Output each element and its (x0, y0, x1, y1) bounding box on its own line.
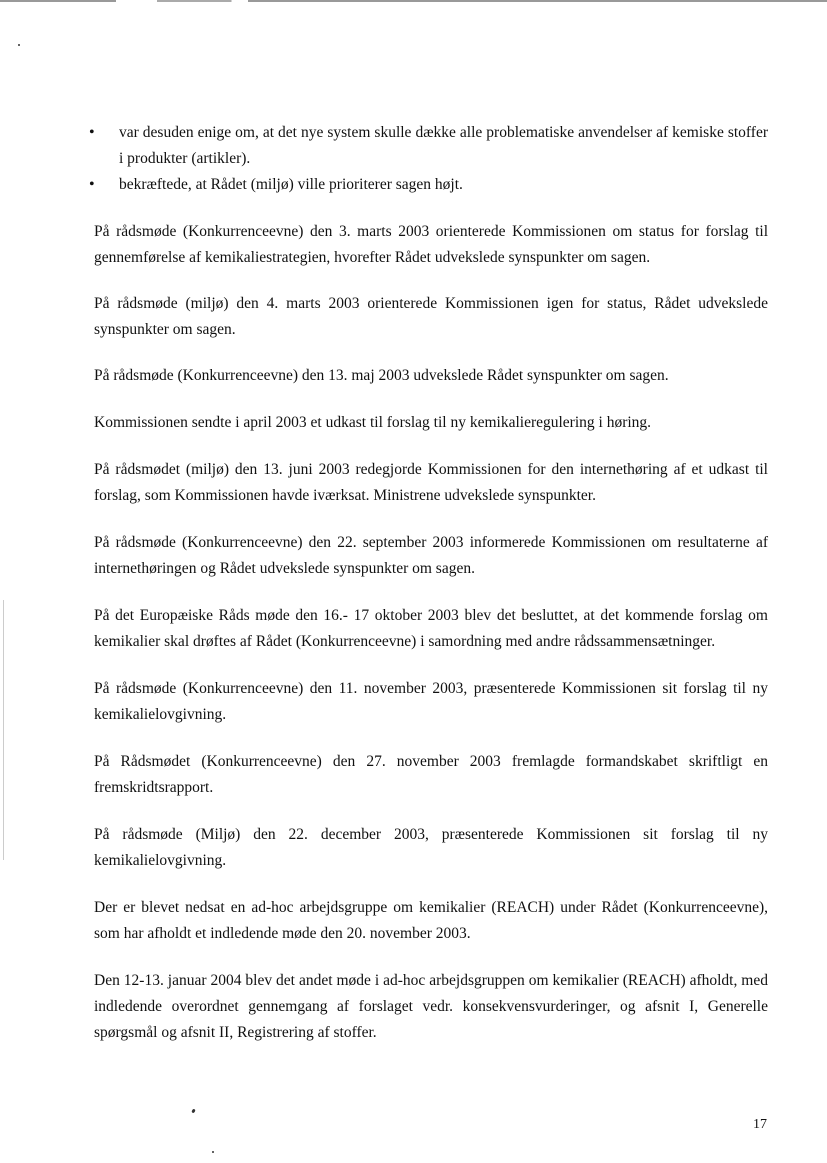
paragraph: På rådsmøde (Konkurrenceevne) den 3. marts 2003 orienterede Kommissionen om status for forslag til gennemførelse af kemikaliestrategien, hvorefter Rådet udvekslede synspunkter om sagen. (94, 223, 768, 266)
paragraph: På rådsmøde (Miljø) den 22. december 2003, præsenterede Kommissionen sit forslag til ny kemikalielovgivning. (94, 826, 768, 869)
scan-edge-left (3, 600, 4, 860)
bullet-list (94, 120, 768, 198)
paragraph: På rådsmøde (miljø) den 4. marts 2003 orienterede Kommissionen igen for status, Rådet udvekslede synspunkter om sagen. (94, 295, 768, 338)
scan-speck (191, 1109, 196, 1114)
paragraph: På det Europæiske Råds møde den 16.- 17 oktober 2003 blev det besluttet, at det kommende forslag om kemikalier skal drøftes af Rådet (Konkurrenceevne) i samordning med andre rådssammensætninger. (94, 607, 768, 650)
paragraph: Den 12-13. januar 2004 blev det andet møde i ad-hoc arbejdsgruppen om kemikalier (REACH) afholdt, med indledende overordnet gennemgang af forslaget vedr. konsekvensvurderinger, og afsnit I, Generelle spørgsmål og afsnit II, Registrering af stoffer. (94, 972, 768, 1041)
paragraph: Kommissionen sendte i april 2003 et udkast til forslag til ny kemikalieregulering i høring. (94, 414, 652, 431)
scan-speck (212, 1151, 214, 1153)
page-number: 17 (753, 1117, 767, 1132)
paragraph: På rådsmøde (Konkurrenceevne) den 22. september 2003 informerede Kommissionen om resultaterne af internethøringen og Rådet udvekslede synspunkter om sagen. (94, 534, 768, 577)
document-body (94, 120, 768, 1046)
scan-speck (18, 44, 20, 46)
scan-edge-top (0, 0, 827, 2)
paragraph: Der er blevet nedsat en ad-hoc arbejdsgruppe om kemikalier (REACH) under Rådet (Konkurrenceevne), som har afholdt et indledende møde den 20. november 2003. (94, 899, 768, 942)
paragraph: På rådsmøde (Konkurrenceevne) den 11. november 2003, præsenterede Kommissionen sit forslag til ny kemikalielovgivning. (94, 680, 768, 723)
bullet-item: • var desuden enige om, at det nye system skulle dække alle problematiske anvendelser af kemiske stoffer i produkter (artikler). (94, 120, 768, 172)
paragraph: På Rådsmødet (Konkurrenceevne) den 27. november 2003 fremlagde formandskabet skriftligt en fremskridtsrapport. (94, 753, 768, 796)
paragraph: På rådsmødet (miljø) den 13. juni 2003 redegjorde Kommissionen for den internethøring af et udkast til forslag, som Kommissionen havde iværksat. Ministrene udvekslede synspunkter. (94, 461, 768, 504)
bullet-item: • bekræftede, at Rådet (miljø) ville prioriterer sagen højt. (94, 172, 768, 198)
paragraph: På rådsmøde (Konkurrenceevne) den 13. maj 2003 udvekslede Rådet synspunkter om sagen. (94, 367, 669, 384)
